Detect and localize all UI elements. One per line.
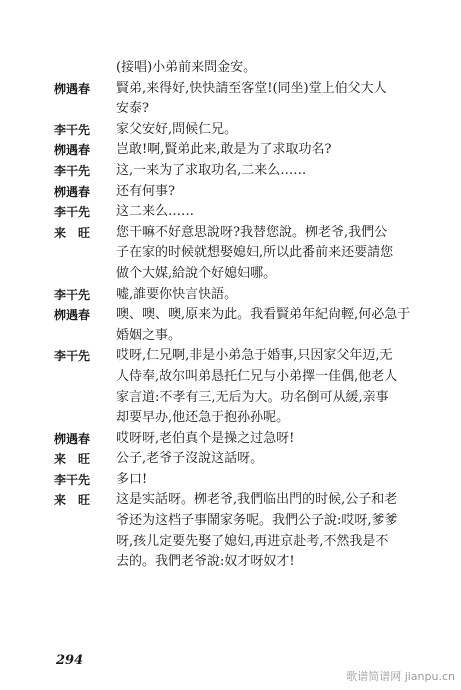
dialogue-line <box>0 58 461 79</box>
dialogue-line <box>0 388 461 409</box>
speaker-name: 栁遇春 <box>54 143 91 158</box>
speaker-name: 来 旺 <box>54 452 91 467</box>
dialogue-line <box>0 202 461 223</box>
speaker-name: 李干先 <box>54 472 91 487</box>
dialogue-text: 哎呀呀,老伯真个是操之过急呀! <box>116 430 295 446</box>
speaker-name: 栁遇春 <box>54 308 91 323</box>
dialogue-line <box>0 99 461 120</box>
dialogue-line <box>0 264 461 285</box>
dialogue-text: 公子,老爷子沒說这話呀。 <box>116 451 264 467</box>
dialogue-line <box>0 326 461 347</box>
dialogue-text: 家父安好,問候仁兄。 <box>116 121 238 137</box>
dialogue-text: 人侍奉,故尔叫弟恳托仁兄与小弟擇一佳偶,他老人 <box>116 368 398 384</box>
dialogue-text: 賢弟,来得好,快快請至客堂!(同坐)堂上伯父大人 <box>116 80 387 96</box>
dialogue-line <box>0 511 461 532</box>
dialogue-text: 家言道:不孝有三,无后为大。功名倒可从緩,亲事 <box>116 389 389 405</box>
dialogue-line <box>0 470 461 491</box>
dialogue-line <box>0 490 461 511</box>
dialogue-line <box>0 140 461 161</box>
dialogue-text: 却要早办,他还急于抱孙孙呢。 <box>116 410 290 426</box>
dialogue-line <box>0 243 461 264</box>
dialogue-text: 噢、噢、噢,原来为此。我看賢弟年紀尙輕,何必急于 <box>116 307 411 323</box>
speaker-name: 李干先 <box>54 287 91 302</box>
dialogue-line <box>0 285 461 306</box>
dialogue-text: 安泰? <box>116 101 149 117</box>
speaker-name: 来 旺 <box>54 493 91 508</box>
speaker-name: 李干先 <box>54 122 91 137</box>
dialogue-text: 婚姻之事。 <box>116 327 182 343</box>
dialogue-line <box>0 408 461 429</box>
speaker-name: 李干先 <box>54 349 91 364</box>
dialogue-text: 岂敢!啊,賢弟此来,敢是为了求取功名? <box>116 142 332 158</box>
dialogue-line <box>0 429 461 450</box>
dialogue-line <box>0 346 461 367</box>
dialogue-text: 还有何事? <box>116 183 175 199</box>
dialogue-line <box>0 120 461 141</box>
dialogue-text: 呀,孩儿定要先娶了媳妇,再进京赴考,不然我是不 <box>116 533 389 549</box>
speaker-name: 来 旺 <box>54 225 91 240</box>
play-script <box>0 58 461 573</box>
dialogue-text: 嘘,誰要你快言快語。 <box>116 286 238 302</box>
dialogue-line <box>0 182 461 203</box>
dialogue-line <box>0 367 461 388</box>
speaker-name: 栁遇春 <box>54 431 91 446</box>
dialogue-text: 做个大媒,給說个好媳妇哪。 <box>116 265 277 281</box>
dialogue-line <box>0 79 461 100</box>
watermark: 歌谱简谱网 jianpu.cn <box>346 670 455 683</box>
dialogue-text: 这,一来为了求取功名,二来么…… <box>116 162 307 178</box>
speaker-name: 李干先 <box>54 163 91 178</box>
speaker-name: 李干先 <box>54 205 91 220</box>
dialogue-text: 这二来么…… <box>116 204 195 220</box>
dialogue-line <box>0 223 461 244</box>
dialogue-text: 哎呀,仁兄啊,非是小弟急于婚事,只因家父年迈,无 <box>116 348 393 364</box>
dialogue-text: 这是实話呀。栁老爷,我們临出門的时候,公子和老 <box>116 492 398 508</box>
dialogue-line <box>0 552 461 573</box>
dialogue-text: 爷还为这档子事鬧家务呢。我們公子說:哎呀,爹爹 <box>116 513 398 529</box>
dialogue-line <box>0 449 461 470</box>
dialogue-text: 多口! <box>116 471 148 487</box>
dialogue-text: 去的。我們老爷說:奴才呀奴才! <box>116 554 295 570</box>
speaker-name: 栁遇春 <box>54 184 91 199</box>
dialogue-line <box>0 161 461 182</box>
dialogue-text: 您干嘛不好意思說呀?我替您說。栁老爷,我們公 <box>116 224 388 240</box>
dialogue-line <box>0 532 461 553</box>
dialogue-line <box>0 305 461 326</box>
speaker-name: 栁遇春 <box>54 81 91 96</box>
page-number: 294 <box>56 653 84 668</box>
dialogue-text: 子在家的时候就想娶媳妇,所以此番前来还要請您 <box>116 245 394 261</box>
dialogue-text: (接唱)小弟前来問金安。 <box>116 60 257 75</box>
